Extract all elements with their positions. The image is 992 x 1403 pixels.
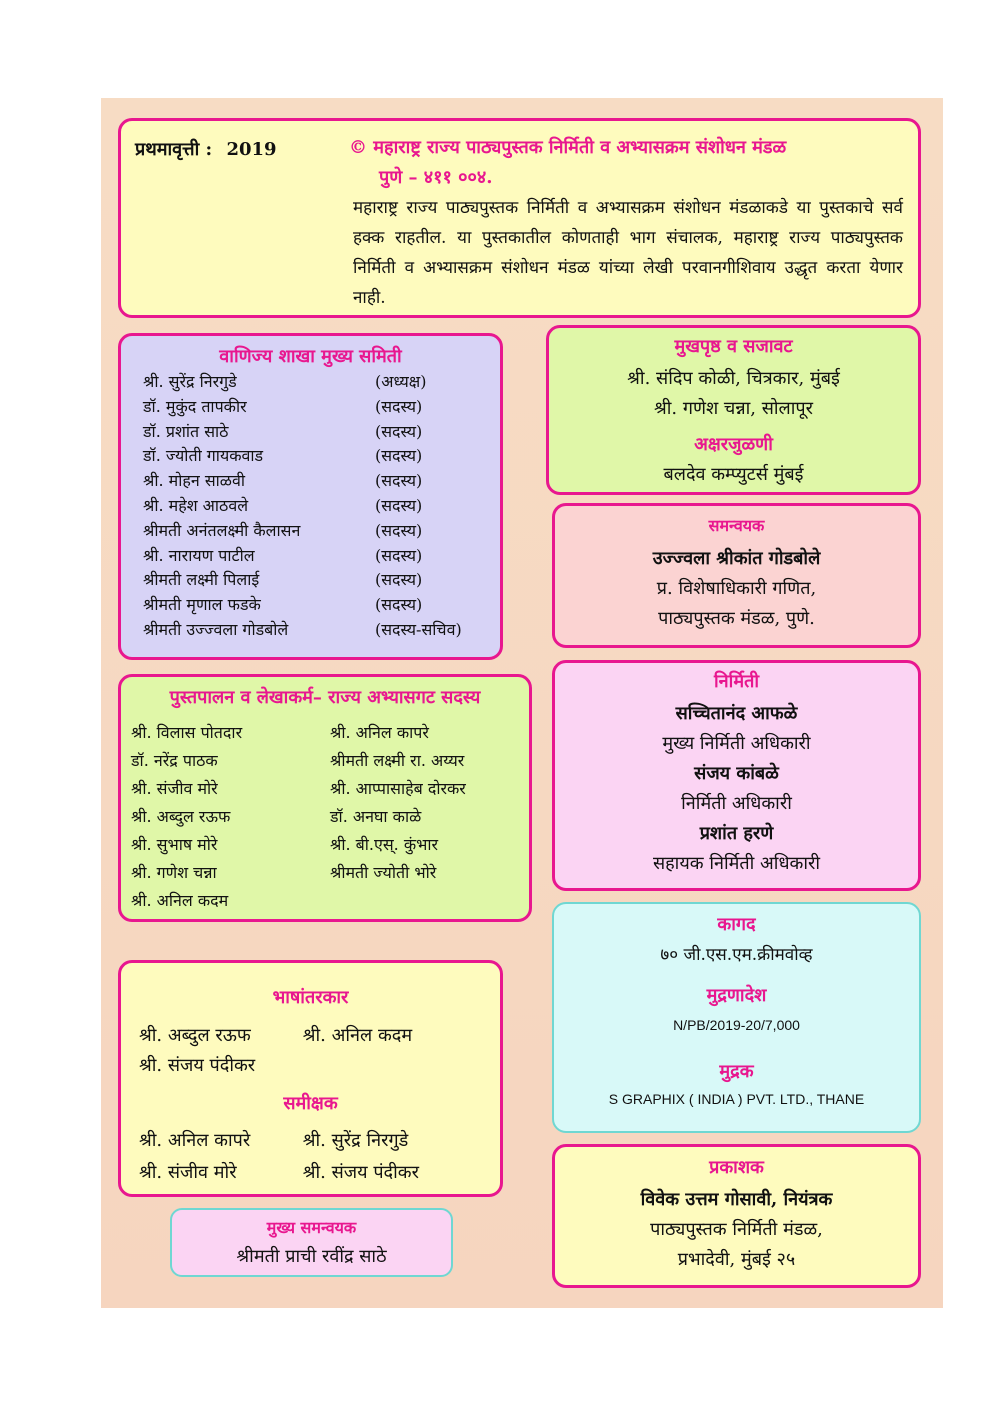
committee-member-row <box>143 395 500 420</box>
committee-member-row <box>143 568 500 593</box>
committee-member-name: श्रीमती अनंतलक्ष्मी कैलासन <box>143 520 301 540</box>
cover-line-2: श्री. गणेश चन्ना, सोलापूर <box>653 398 814 419</box>
publisher-line-2: प्रभादेवी, मुंबई २५ <box>677 1249 796 1270</box>
study-group-row <box>131 887 529 915</box>
study-group-member: श्री. बी.एस्. कुंभार <box>330 835 439 854</box>
publisher-title: प्रकाशक <box>709 1157 764 1178</box>
translators-box <box>118 960 503 1197</box>
reviewers-row-1 <box>139 1125 500 1157</box>
study-group-row <box>131 803 529 831</box>
typeset-value: बलदेव कम्प्युटर्स मुंबई <box>663 464 804 485</box>
study-group-row <box>131 859 529 887</box>
reviewer-name: श्री. संजीव मोरे <box>139 1162 237 1183</box>
translators-row-1 <box>139 1021 500 1051</box>
study-group-row <box>131 719 529 747</box>
print-order-value: N/PB/2019-20/7,000 <box>673 1017 800 1033</box>
study-group-member: श्री. अनिल कदम <box>131 891 229 910</box>
study-group-member: श्री. सुभाष मोरे <box>131 835 218 854</box>
committee-member-row <box>143 618 500 643</box>
committee-member-name: डॉ. मुकुंद तापकीर <box>143 396 247 416</box>
committee-member-row <box>143 519 500 544</box>
copyright-line-1: © महाराष्ट्र राज्य पाठ्यपुस्तक निर्मिती व अभ्यासक्रम संशोधन मंडळ <box>349 137 787 158</box>
cover-design-box <box>546 325 921 495</box>
committee-member-name: श्री. मोहन साळवी <box>143 471 245 491</box>
study-group-member <box>330 887 529 915</box>
publisher-box <box>552 1144 921 1288</box>
printer-title: मुद्रक <box>719 1061 754 1082</box>
committee-member-row <box>143 420 500 445</box>
committee-member-role: (सदस्य) <box>375 396 423 416</box>
study-group-row <box>131 747 529 775</box>
committee-member-role: (सदस्य) <box>375 545 423 565</box>
translator-name: श्री. अब्दुल रऊफ <box>139 1025 251 1046</box>
coordinator-title: समन्वयक <box>708 516 765 535</box>
production-name-2: संजय कांबळे <box>694 763 779 784</box>
committee-member-role: (अध्यक्ष) <box>375 372 427 391</box>
paper-box <box>552 902 921 1133</box>
committee-member-row <box>143 469 500 494</box>
chief-coordinator-name: श्रीमती प्राची रवींद्र साठे <box>236 1246 387 1267</box>
study-group-box <box>118 674 532 922</box>
translators-row-2 <box>139 1051 500 1081</box>
committee-member-name: डॉ. प्रशांत साठे <box>143 421 229 441</box>
translator-name: श्री. अनिल कदम <box>302 1025 413 1046</box>
study-group-row <box>131 831 529 859</box>
committee-member-role: (सदस्य) <box>375 570 423 590</box>
coordinator-name: उज्ज्वला श्रीकांत गोडबोले <box>652 548 821 569</box>
chief-coordinator-box <box>170 1208 453 1277</box>
study-group-member: श्री. अब्दुल रऊफ <box>131 807 231 826</box>
study-group-row <box>131 775 529 803</box>
committee-title: वाणिज्य शाखा मुख्य समिती <box>219 346 402 367</box>
committee-member-name: श्रीमती उज्ज्वला गोडबोले <box>143 619 289 639</box>
copyright-line-2: पुणे – ४११ ००४. <box>379 167 493 188</box>
translator-name: श्री. संजय पंदीकर <box>139 1055 256 1076</box>
reviewer-name: श्री. सुरेंद्र निरगुडे <box>302 1130 409 1151</box>
copyright-box <box>118 118 921 318</box>
committee-member-role: (सदस्य) <box>375 471 423 491</box>
paper-value: ७० जी.एस.एम.क्रीमवोव्ह <box>660 945 813 965</box>
committee-list <box>143 370 500 643</box>
printer-value: S GRAPHIX ( INDIA ) PVT. LTD., THANE <box>608 1091 865 1107</box>
coordinator-line-2: पाठ्यपुस्तक मंडळ, पुणे. <box>658 608 815 629</box>
committee-member-name: श्री. महेश आठवले <box>143 495 249 515</box>
committee-member-role: (सदस्य) <box>375 495 423 515</box>
cover-line-1: श्री. संदिप कोळी, चित्रकार, मुंबई <box>627 368 840 389</box>
committee-box <box>118 333 503 660</box>
committee-member-name: श्री. नारायण पाटील <box>143 545 255 565</box>
production-role-2: निर्मिती अधिकारी <box>681 793 792 814</box>
translators-title: भाषांतरकार <box>272 987 349 1008</box>
committee-member-name: डॉ. ज्योती गायकवाड <box>143 446 264 466</box>
page-background <box>101 98 943 1308</box>
committee-member-name: श्री. सुरेंद्र निरगुडे <box>143 372 237 391</box>
production-role-3: सहायक निर्मिती अधिकारी <box>652 853 821 874</box>
committee-member-row <box>143 544 500 569</box>
study-group-member: श्री. आप्पासाहेब दोरकर <box>330 779 466 798</box>
reviewer-name: श्री. संजय पंदीकर <box>302 1162 419 1183</box>
committee-member-row <box>143 494 500 519</box>
study-group-member: श्री. संजीव मोरे <box>131 779 218 798</box>
committee-member-name: श्रीमती लक्ष्मी पिलाई <box>143 570 260 590</box>
study-group-list <box>131 719 529 915</box>
chief-coordinator-title: मुख्य समन्वयक <box>266 1218 357 1237</box>
committee-member-row <box>143 444 500 469</box>
study-group-member: श्री. गणेश चन्ना <box>131 863 217 882</box>
committee-member-row <box>143 593 500 618</box>
copyright-notice: महाराष्ट्र राज्य पाठ्यपुस्तक निर्मिती व अभ्यासक्रम संशोधन मंडळाकडे या पुस्तकाचे सर्व हक्क राहतील. या पुस्तकातील कोणताही भाग संचालक, महाराष्ट्र राज्य पाठ्यपुस्तक निर्मिती व अभ्यासक्रम संशोधन मंडळ यांच्या लेखी परवानगीशिवाय उद्धृत करता येणार नाही. <box>353 198 903 308</box>
production-title: निर्मिती <box>714 671 759 692</box>
edition-year: 2019 <box>226 139 277 160</box>
print-order-title: मुद्रणादेश <box>706 985 767 1006</box>
paper-title: कागद <box>717 914 756 935</box>
study-group-member: श्रीमती ज्योती भोरे <box>330 863 437 882</box>
study-group-member: डॉ. अनघा काळे <box>330 807 422 826</box>
production-name-1: सच्चितानंद आफळे <box>675 703 798 724</box>
committee-member-row <box>143 370 500 395</box>
study-group-member: श्री. अनिल कापरे <box>330 723 429 742</box>
study-group-member: डॉ. नरेंद्र पाठक <box>131 751 218 770</box>
committee-member-role: (सदस्य) <box>375 520 423 540</box>
committee-member-role: (सदस्य) <box>375 446 423 466</box>
reviewers-row-2 <box>139 1157 500 1189</box>
production-name-3: प्रशांत हरणे <box>699 823 774 844</box>
publisher-name: विवेक उत्तम गोसावी, नियंत्रक <box>640 1189 833 1210</box>
committee-member-role: (सदस्य) <box>375 421 423 441</box>
committee-member-role: (सदस्य) <box>375 595 423 615</box>
coordinator-box <box>552 503 921 648</box>
committee-member-name: श्रीमती मृणाल फडके <box>143 595 261 615</box>
edition-label-text: प्रथमावृत्ती : <box>135 139 213 160</box>
study-group-member: श्रीमती लक्ष्मी रा. अय्यर <box>330 751 465 770</box>
study-group-member: श्री. विलास पोतदार <box>131 723 243 742</box>
study-group-title: पुस्तपालन व लेखाकर्म– राज्य अभ्यासगट सदस्य <box>169 687 481 708</box>
coordinator-line-1: प्र. विशेषाधिकारी गणित, <box>656 578 817 599</box>
reviewers-title: समीक्षक <box>283 1093 338 1114</box>
production-role-1: मुख्य निर्मिती अधिकारी <box>662 733 811 754</box>
edition-label <box>135 137 277 161</box>
committee-member-role: (सदस्य-सचिव) <box>375 619 462 639</box>
reviewer-name: श्री. अनिल कापरे <box>139 1130 251 1151</box>
production-box <box>552 660 921 891</box>
typeset-title: अक्षरजुळणी <box>694 434 773 455</box>
publisher-line-1: पाठ्यपुस्तक निर्मिती मंडळ, <box>650 1219 823 1240</box>
cover-title: मुखपृष्ठ व सजावट <box>674 336 793 357</box>
